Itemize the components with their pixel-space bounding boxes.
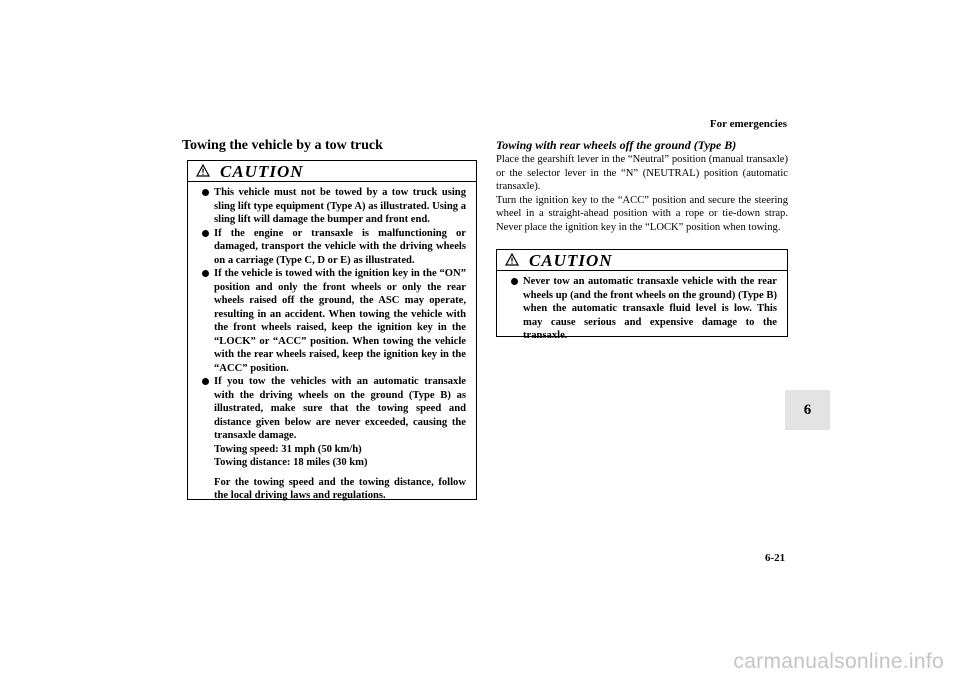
- paragraph: Place the gearshift lever in the “Neutral” position (manual transaxle) or the selector lever in the “N” (NEUTRAL) position (automatic transaxle).: [496, 154, 788, 192]
- towing-speed: Towing speed: 31 mph (50 km/h): [214, 443, 362, 455]
- caution-text: Never tow an automatic transaxle vehicle with the rear wheels up (and the front wheels on the ground) (Type B) when the automatic transaxle fluid level is low. This may cause serious and expensive damage to the transaxle.: [523, 276, 777, 341]
- caution-header: [497, 250, 787, 271]
- caution-box-right: [496, 249, 788, 341]
- body-text: [496, 153, 788, 234]
- bullet-dot-icon: [202, 270, 209, 277]
- caution-title: CAUTION: [529, 251, 613, 270]
- bullet-dot-icon: [202, 230, 209, 237]
- running-header: For emergencies: [709, 118, 787, 130]
- caution-item: [511, 275, 777, 343]
- caution-text: If you tow the vehicles with an automatic transaxle with the driving wheels on the ground (Type B) as illustrated, make sure that the towing speed and distance given below are never exceeded, causing the transaxle damage.: [214, 376, 466, 441]
- caution-item: [202, 227, 466, 268]
- caution-item: [202, 267, 466, 375]
- caution-item: [202, 375, 466, 503]
- caution-list: [188, 182, 476, 503]
- caution-item: [202, 186, 466, 227]
- section-heading: Towing the vehicle by a tow truck: [182, 138, 383, 153]
- bullet-dot-icon: [202, 378, 209, 385]
- bullet-dot-icon: [511, 278, 518, 285]
- warning-triangle-icon: [505, 253, 519, 266]
- caution-text: If the engine or transaxle is malfunctioning or damaged, transport the vehicle with the driving wheels on a carriage (Type C, D or E) as illustrated.: [214, 227, 466, 266]
- page-number: 6-21: [765, 552, 786, 564]
- towing-distance: Towing distance: 18 miles (30 km): [214, 457, 368, 468]
- caution-text: If the vehicle is towed with the ignition key in the “ON” position and only the front wheels or only the rear wheels raised off the ground, the ASC may operate, resulting in an accident. When towing the vehicle with the front wheels raised, keep the ignition key in the “LOCK” or “ACC” position. When towing the vehicle with the rear wheels raised, keep the ignition key in the “ACC” position.: [214, 268, 466, 374]
- caution-box-left: [187, 160, 477, 500]
- subsection-heading: Towing with rear wheels off the ground (Type B): [496, 138, 737, 152]
- caution-text: This vehicle must not be towed by a tow truck using sling lift type equipment (Type A) as illustrated. Using a sling lift will damage the bumper and front end.: [214, 187, 466, 225]
- caution-header: [188, 161, 476, 182]
- caution-list: [497, 271, 787, 343]
- warning-triangle-icon: [196, 164, 210, 177]
- paragraph: Turn the ignition key to the “ACC” position and secure the steering wheel in a straight-ahead position with a rope or tie-down strap. Never place the ignition key in the “LOCK” position when towing.: [496, 194, 788, 233]
- caution-note: For the towing speed and the towing distance, follow the local driving laws and regulations.: [214, 476, 466, 501]
- watermark: carmanualsonline.info: [733, 650, 944, 673]
- bullet-dot-icon: [202, 189, 209, 196]
- chapter-tab: 6: [785, 390, 830, 430]
- caution-title: CAUTION: [220, 162, 304, 181]
